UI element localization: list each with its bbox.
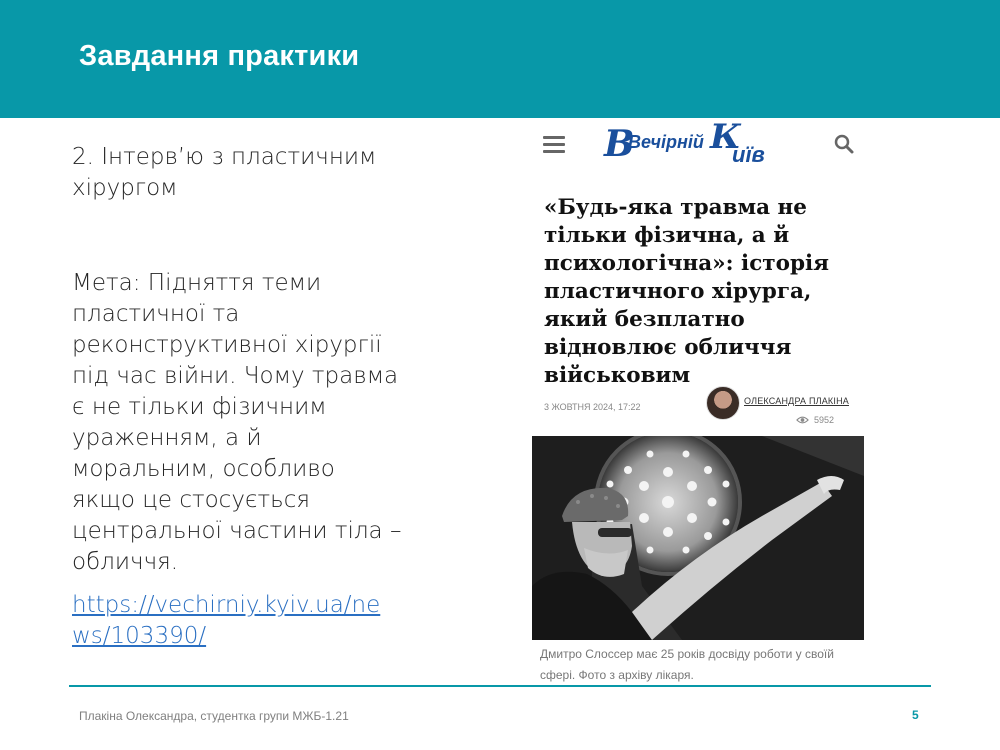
author-avatar[interactable] bbox=[706, 386, 740, 420]
item-title: 2. Інтерв’ю з пластичним хірургом bbox=[72, 144, 377, 201]
article-headline[interactable]: «Будь-яка травма не тільки фізична, а й психологічна»: історія пластичного хірурга, який безплатно відновлює обличчя військовим bbox=[544, 195, 830, 388]
slide-title: Завдання практики bbox=[79, 40, 360, 72]
slide-body bbox=[72, 142, 402, 652]
surgeon-photo bbox=[532, 436, 864, 640]
svg-text:К: К bbox=[710, 118, 741, 157]
menu-icon[interactable] bbox=[543, 136, 565, 154]
eye-icon bbox=[796, 415, 809, 425]
article-link[interactable]: https://vechirniy.kyiv.ua/news/103390/ bbox=[72, 592, 381, 649]
page-number: 5 bbox=[912, 708, 919, 722]
photo-caption: Дмитро Слоссер має 25 років досвіду роботи у своїй сфері. Фото з архіву лікаря. bbox=[540, 647, 834, 682]
author-name[interactable]: ОЛЕКСАНДРА ПЛАКІНА bbox=[744, 396, 849, 406]
logo-word-1: Вечірній bbox=[628, 132, 704, 152]
footer-author: Плакіна Олександра, студентка групи МЖБ-1.21 bbox=[79, 709, 349, 723]
logo-word-2: иїв bbox=[732, 142, 765, 167]
newspaper-logo[interactable] bbox=[602, 118, 802, 174]
search-icon[interactable] bbox=[832, 132, 856, 156]
footer-divider bbox=[69, 685, 931, 687]
goal-text: Мета: Підняття теми пластичної та реконструктивної хірургії під час війни. Чому травма є не тільки фізичним ураженням, а й моральним, особливо якщо це стосується центральної частини тіла – обличчя. bbox=[72, 270, 402, 575]
svg-text:В: В bbox=[604, 123, 635, 165]
view-count: 5952 bbox=[814, 415, 835, 425]
article-screenshot bbox=[532, 118, 864, 688]
article-date: 3 ЖОВТНЯ 2024, 17:22 bbox=[544, 402, 641, 412]
